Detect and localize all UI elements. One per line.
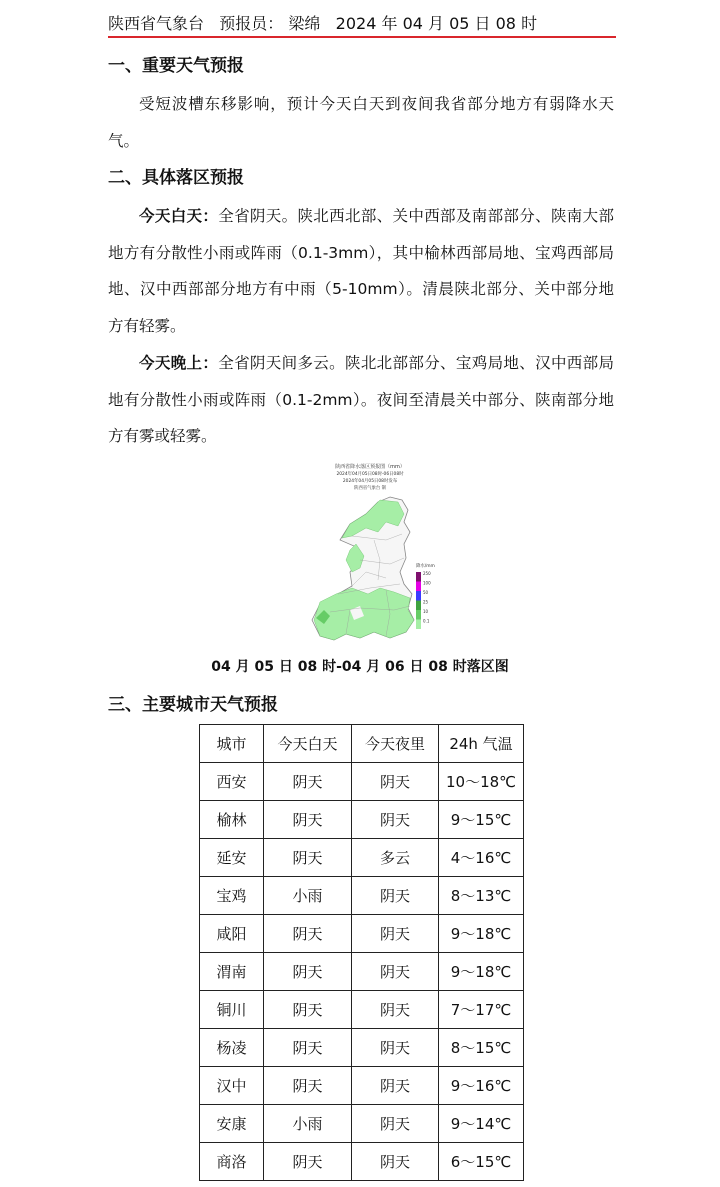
legend-label: 25 xyxy=(423,599,429,605)
table-row xyxy=(200,763,524,801)
table-row xyxy=(200,1105,524,1143)
legend-label: 250 xyxy=(423,571,431,576)
city-forecast-table xyxy=(199,724,524,1181)
legend-label: 100 xyxy=(423,580,431,586)
day-weather-cell: 阴天 xyxy=(264,801,352,839)
night-weather-cell: 阴天 xyxy=(352,1029,439,1067)
legend-title: 降水/mm xyxy=(416,564,435,569)
night-weather-cell: 阴天 xyxy=(352,1105,439,1143)
legend xyxy=(416,571,431,629)
table-row xyxy=(200,991,524,1029)
city-cell: 西安 xyxy=(200,763,264,801)
map-title-1: 陕西省降水落区预报图（mm） xyxy=(335,464,405,470)
day-weather-cell: 小雨 xyxy=(264,877,352,915)
column-header-temp: 24h 气温 xyxy=(439,725,524,763)
section2-night-paragraph xyxy=(108,345,614,455)
day-weather-cell: 阴天 xyxy=(264,763,352,801)
city-cell: 榆林 xyxy=(200,801,264,839)
legend-swatch xyxy=(416,620,421,630)
legend-swatch xyxy=(416,591,421,601)
table-row xyxy=(200,801,524,839)
temperature-cell: 8～15℃ xyxy=(439,1029,524,1067)
night-label: 今天晚上： xyxy=(139,354,219,372)
temperature-cell: 9～18℃ xyxy=(439,953,524,991)
city-cell: 汉中 xyxy=(200,1067,264,1105)
night-weather-cell: 阴天 xyxy=(352,763,439,801)
night-weather-cell: 多云 xyxy=(352,839,439,877)
temperature-cell: 9～18℃ xyxy=(439,915,524,953)
temperature-cell: 8～13℃ xyxy=(439,877,524,915)
section3-title: 三、主要城市天气预报 xyxy=(108,695,278,715)
map-title-2: 2024年04月05日08时-06日08时 xyxy=(336,472,404,477)
legend-label: 10 xyxy=(423,609,429,614)
night-weather-cell: 阴天 xyxy=(352,1143,439,1181)
city-cell: 杨凌 xyxy=(200,1029,264,1067)
column-header-day: 今天白天 xyxy=(264,725,352,763)
temperature-cell: 9～15℃ xyxy=(439,801,524,839)
city-cell: 商洛 xyxy=(200,1143,264,1181)
legend-swatch xyxy=(416,610,421,620)
day-text: 全省阴天。陕北西北部、关中西部及南部部分、陕南大部地方有分散性小雨或阵雨（0.1-3mm），其中榆林西部局地、宝鸡西部局地、汉中西部部分地方有中雨（5-10mm）。清晨陕北部分、关中部分地方有轻雾。 xyxy=(108,207,614,335)
city-cell: 安康 xyxy=(200,1105,264,1143)
table-row xyxy=(200,839,524,877)
night-weather-cell: 阴天 xyxy=(352,1067,439,1105)
legend-label: 0.1 xyxy=(423,618,430,624)
day-weather-cell: 阴天 xyxy=(264,1143,352,1181)
temperature-cell: 4～16℃ xyxy=(439,839,524,877)
map-title-3: 2024年04月05日08时发布 xyxy=(342,479,398,484)
rain-area-south xyxy=(314,588,414,640)
table-header-row xyxy=(200,725,524,763)
day-weather-cell: 阴天 xyxy=(264,953,352,991)
city-cell: 渭南 xyxy=(200,953,264,991)
day-label: 今天白天： xyxy=(139,207,219,225)
night-weather-cell: 阴天 xyxy=(352,953,439,991)
legend-label: 50 xyxy=(423,590,429,595)
day-weather-cell: 阴天 xyxy=(264,1067,352,1105)
forecaster-label: 预报员： xyxy=(219,14,284,33)
temperature-cell: 9～14℃ xyxy=(439,1105,524,1143)
precipitation-map-svg xyxy=(290,460,460,652)
table-row xyxy=(200,877,524,915)
precipitation-map xyxy=(290,460,460,652)
night-text: 全省阴天间多云。陕北北部部分、宝鸡局地、汉中西部局地有分散性小雨或阵雨（0.1-2mm）。夜间至清晨关中部分、陕南部分地方有雾或轻雾。 xyxy=(108,354,614,445)
night-weather-cell: 阴天 xyxy=(352,991,439,1029)
agency-name: 陕西省气象台 xyxy=(108,14,205,33)
city-cell: 宝鸡 xyxy=(200,877,264,915)
temperature-cell: 6～15℃ xyxy=(439,1143,524,1181)
temperature-cell: 7～17℃ xyxy=(439,991,524,1029)
table-row xyxy=(200,1067,524,1105)
legend-swatch xyxy=(416,601,421,611)
night-weather-cell: 阴天 xyxy=(352,877,439,915)
city-cell: 延安 xyxy=(200,839,264,877)
section2-title: 二、具体落区预报 xyxy=(108,168,244,188)
day-weather-cell: 小雨 xyxy=(264,1105,352,1143)
day-weather-cell: 阴天 xyxy=(264,991,352,1029)
city-cell: 咸阳 xyxy=(200,915,264,953)
section1-title: 一、重要天气预报 xyxy=(108,56,244,76)
table-row xyxy=(200,1143,524,1181)
section2-day-paragraph xyxy=(108,198,614,344)
report-header xyxy=(108,13,616,38)
table-body xyxy=(200,763,524,1181)
day-weather-cell: 阴天 xyxy=(264,839,352,877)
temperature-cell: 10～18℃ xyxy=(439,763,524,801)
section1-text: 受短波槽东移影响，预计今天白天到夜间我省部分地方有弱降水天气。 xyxy=(108,95,614,150)
night-weather-cell: 阴天 xyxy=(352,801,439,839)
day-weather-cell: 阴天 xyxy=(264,1029,352,1067)
forecaster-name: 梁绵 xyxy=(288,14,321,33)
night-weather-cell: 阴天 xyxy=(352,915,439,953)
legend-swatch xyxy=(416,572,421,582)
table-row xyxy=(200,915,524,953)
legend-swatch xyxy=(416,582,421,592)
column-header-city: 城市 xyxy=(200,725,264,763)
city-cell: 铜川 xyxy=(200,991,264,1029)
temperature-cell: 9～16℃ xyxy=(439,1067,524,1105)
column-header-night: 今天夜里 xyxy=(352,725,439,763)
table-row xyxy=(200,1029,524,1067)
map-caption: 04 月 05 日 08 时-04 月 06 日 08 时落区图 xyxy=(211,659,509,675)
report-date: 2024 年 04 月 05 日 08 时 xyxy=(335,14,538,33)
map-title-4: 陕西省气象台 制 xyxy=(353,486,387,491)
table-row xyxy=(200,953,524,991)
day-weather-cell: 阴天 xyxy=(264,915,352,953)
